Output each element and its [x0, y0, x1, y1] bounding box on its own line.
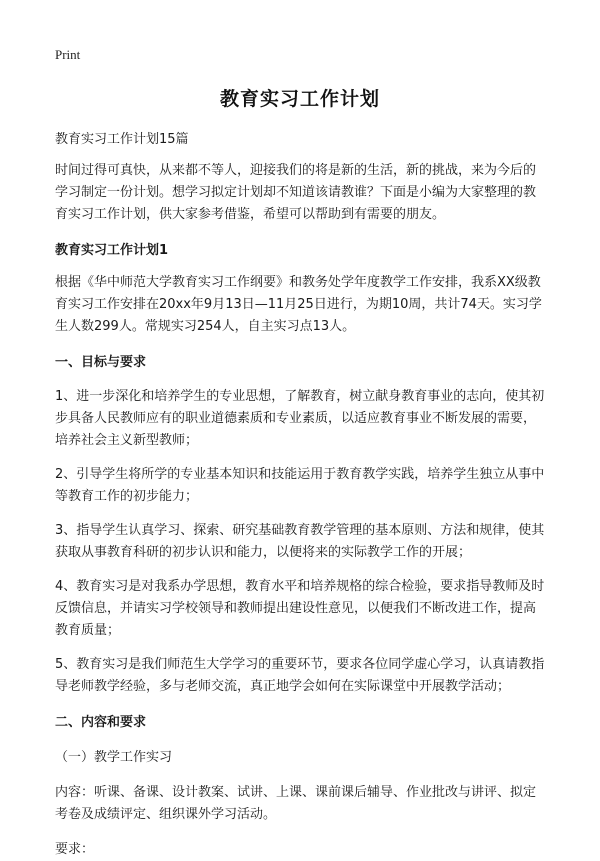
content-paragraph: 内容：听课、备课、设计教案、试讲、上课、课前课后辅导、作业批改与讲评、拟定考卷及成绩评定、组织课外学习活动。	[55, 785, 537, 822]
goal-item-1: 1、进一步深化和培养学生的专业思想，了解教育，树立献身教育事业的志向，使其初步具备人民教师应有的职业道德素质和专业素质，以适应教育事业不断发展的需要，培养社会主义新型教师；	[55, 389, 545, 448]
goal-item-2: 2、引导学生将所学的专业基本知识和技能运用于教育教学实践，培养学生独立从事中等教育工作的初步能力；	[55, 467, 545, 504]
goal-item-3: 3、指导学生认真学习、探索、研究基础教育教学管理的基本原则、方法和规律，使其获取从事教育科研的初步认识和能力，以便将来的实际教学工作的开展；	[55, 523, 545, 560]
goals-heading: 一、目标与要求	[55, 355, 147, 370]
goals-list	[55, 386, 545, 698]
intro-paragraph: 时间过得可真快，从来都不等人，迎接我们的将是新的生活，新的挑战，来为今后的学习制定一份计划。想学习拟定计划却不知道该请教谁？下面是小编为大家整理的教育实习工作计划，供大家参考借鉴，希望可以帮助到有需要的朋友。	[55, 163, 537, 222]
requirement-label: 要求：	[55, 842, 95, 857]
section-heading-plan1: 教育实习工作计划1	[55, 243, 169, 258]
goal-item-4: 4、教育实习是对我系办学思想，教育水平和培养规格的综合检验，要求指导教师及时反馈信息，并请实习学校领导和教师提出建设性意见，以便我们不断改进工作，提高教育质量；	[55, 579, 545, 638]
page-title: 教育实习工作计划	[219, 88, 380, 110]
document-subtitle: 教育实习工作计划15篇	[55, 132, 189, 147]
plan1-paragraph: 根据《华中师范大学教育实习工作纲要》和教务处学年度教学工作安排，我系XX级教育实习工作安排在20xx年9月13日—11月25日进行，为期10周，共计74天。实习学生人数299人。常规实习254人，自主实习点13人。	[55, 275, 542, 334]
teaching-practice-subheading: （一）教学工作实习	[55, 750, 173, 765]
goal-item-5: 5、教育实习是我们师范生大学学习的重要环节，要求各位同学虚心学习，认真请教指导老师教学经验，多与老师交流，真正地学会如何在实际课堂中开展教学活动；	[55, 657, 545, 694]
print-link[interactable]: Print	[55, 47, 81, 62]
content-heading: 二、内容和要求	[55, 715, 147, 730]
